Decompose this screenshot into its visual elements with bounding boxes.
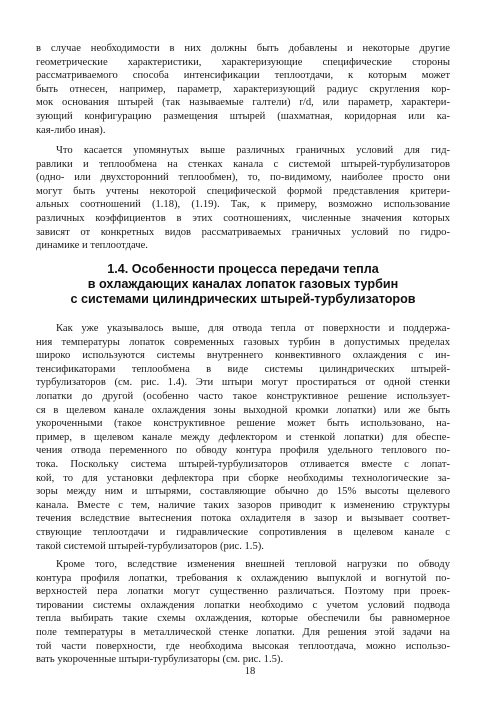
text-line: мок основания штырей (так называемые галтели) r/d, или параметр, характери- (36, 97, 450, 109)
text-line: различных коэффициентов в этих соотношениях, численные значения которых (36, 212, 450, 224)
text-line: ния температуры лопаток современных газовых турбин в допустимых пределах (36, 336, 450, 348)
paragraph-2 (36, 144, 450, 253)
text-line: зависят от конкретных видов рассматриваемых граничных условий по гидро- (36, 226, 450, 238)
text-line: укороченными (такое конструктивное решение может быть использовано, на- (36, 418, 450, 430)
paragraph-1 (36, 42, 450, 137)
text-line: лопатки до другой (особенно часто такое конструктивное решение использует- (36, 390, 450, 402)
text-line: геометрические характеристики, характеризующие специфические стороны (36, 56, 450, 68)
text-line: турбулизаторов (см. рис. 1.4). Эти штыри могут простираться от одной стенки (36, 377, 450, 389)
text-line: зоры между ним и штырями, составляющие обычно до 15% высоты щелевого (36, 486, 450, 498)
text-line: течения вследствие вытеснения потока охладителя в зазор и вызывает соответ- (36, 513, 450, 525)
text-line: быть отнесен, например, параметр, характеризующий радиус скругления кор- (36, 83, 450, 95)
text-line: тировании системы охлаждения лопатки необходимо с учетом условий подвода (36, 599, 450, 611)
heading-line: с системами цилиндрических штырей-турбулизаторов (70, 292, 416, 307)
text-line: тепла выбирать такие схемы охлаждения, которые обеспечили бы равномерное (36, 613, 450, 625)
text-line: тенсификаторами теплообмена в виде системы цилиндрических штырей- (36, 363, 450, 375)
text-line: Кроме того, вследствие изменения внешней тепловой нагрузки по обводу (56, 559, 450, 570)
section-heading (36, 262, 450, 308)
text-line: такой системой штырей-турбулизаторов (рис. 1.5). (36, 540, 264, 552)
text-line: верхностей пера лопатки могут существенно различаться. Поэтому при проек- (36, 586, 450, 598)
text-line: поле температуры в металлической стенке лопатки. Для решения этой задачи на (36, 626, 450, 638)
text-line: Как уже указывалось выше, для отвода тепла от поверхности и поддержа- (56, 323, 450, 334)
paragraph-4 (36, 558, 450, 667)
text-line: равлики и теплообмена на стенках канала с системой штырей-турбулизаторов (36, 158, 450, 170)
paragraph-3 (36, 322, 450, 553)
text-line: ствующие теплоотдачи и гидравлические сопротивления в щелевом канале с (36, 526, 450, 538)
text-line: контура профиля лопатки, требования к охлаждению выпуклой и вогнутой по- (36, 572, 450, 584)
text-line: той части поверхности, где необходима высокая теплоотдача, можно использо- (36, 640, 450, 652)
text-line: альных соотношений (1.18), (1.19). Так, к примеру, возможно использование (36, 199, 450, 211)
text-line: пример, в щелевом канале между дефлектором и стенкой лопатки) для обеспе- (36, 431, 450, 443)
text-line: тока. Поскольку система штырей-турбулизаторов отливается вместе с лопат- (36, 458, 450, 470)
text-line: канала. Вместе с тем, наличие таких зазоров приводит к изменению структуры (36, 499, 450, 511)
text-line: рассматриваемого способа интенсификации теплоотдачи, к которым может (36, 70, 450, 82)
text-line: динамике и теплоотдаче. (36, 240, 148, 252)
text-line: (одно- или двухсторонний теплообмен), то, по-видимому, наиболее просто они (36, 172, 450, 184)
heading-line: 1.4. Особенности процесса передачи тепла (107, 262, 379, 276)
page-number: 18 (244, 666, 256, 677)
heading-line: в охлаждающих каналах лопаток газовых турбин (87, 277, 399, 292)
text-line: в случае необходимости в них должны быть добавлены и некоторые другие (36, 43, 450, 54)
text-line: могут быть учтены некоторой специфической формой представления критери- (36, 185, 450, 197)
text-line: зующий конфигурацию размещения штырей (шахматная, коридорная или ка- (36, 110, 450, 122)
text-line: широко используются системы внутреннего конвективного охлаждения с ин- (36, 350, 450, 362)
text-line: кая-либо иная). (36, 124, 106, 136)
text-line: кой, то для установки дефлектора при сборке необходимы технологические за- (36, 472, 450, 484)
text-line: Что касается упомянутых выше различных граничных условий для гид- (56, 145, 450, 156)
text-line: ся в щелевом канале охлаждения зоны выходной кромки лопатки) или же быть (36, 404, 450, 416)
text-line: вать укороченные штыри-турбулизаторы (см. рис. 1.5). (36, 654, 284, 666)
text-line: чения отвода переменного по обводу контура профиля удельного теплового по- (36, 445, 450, 457)
